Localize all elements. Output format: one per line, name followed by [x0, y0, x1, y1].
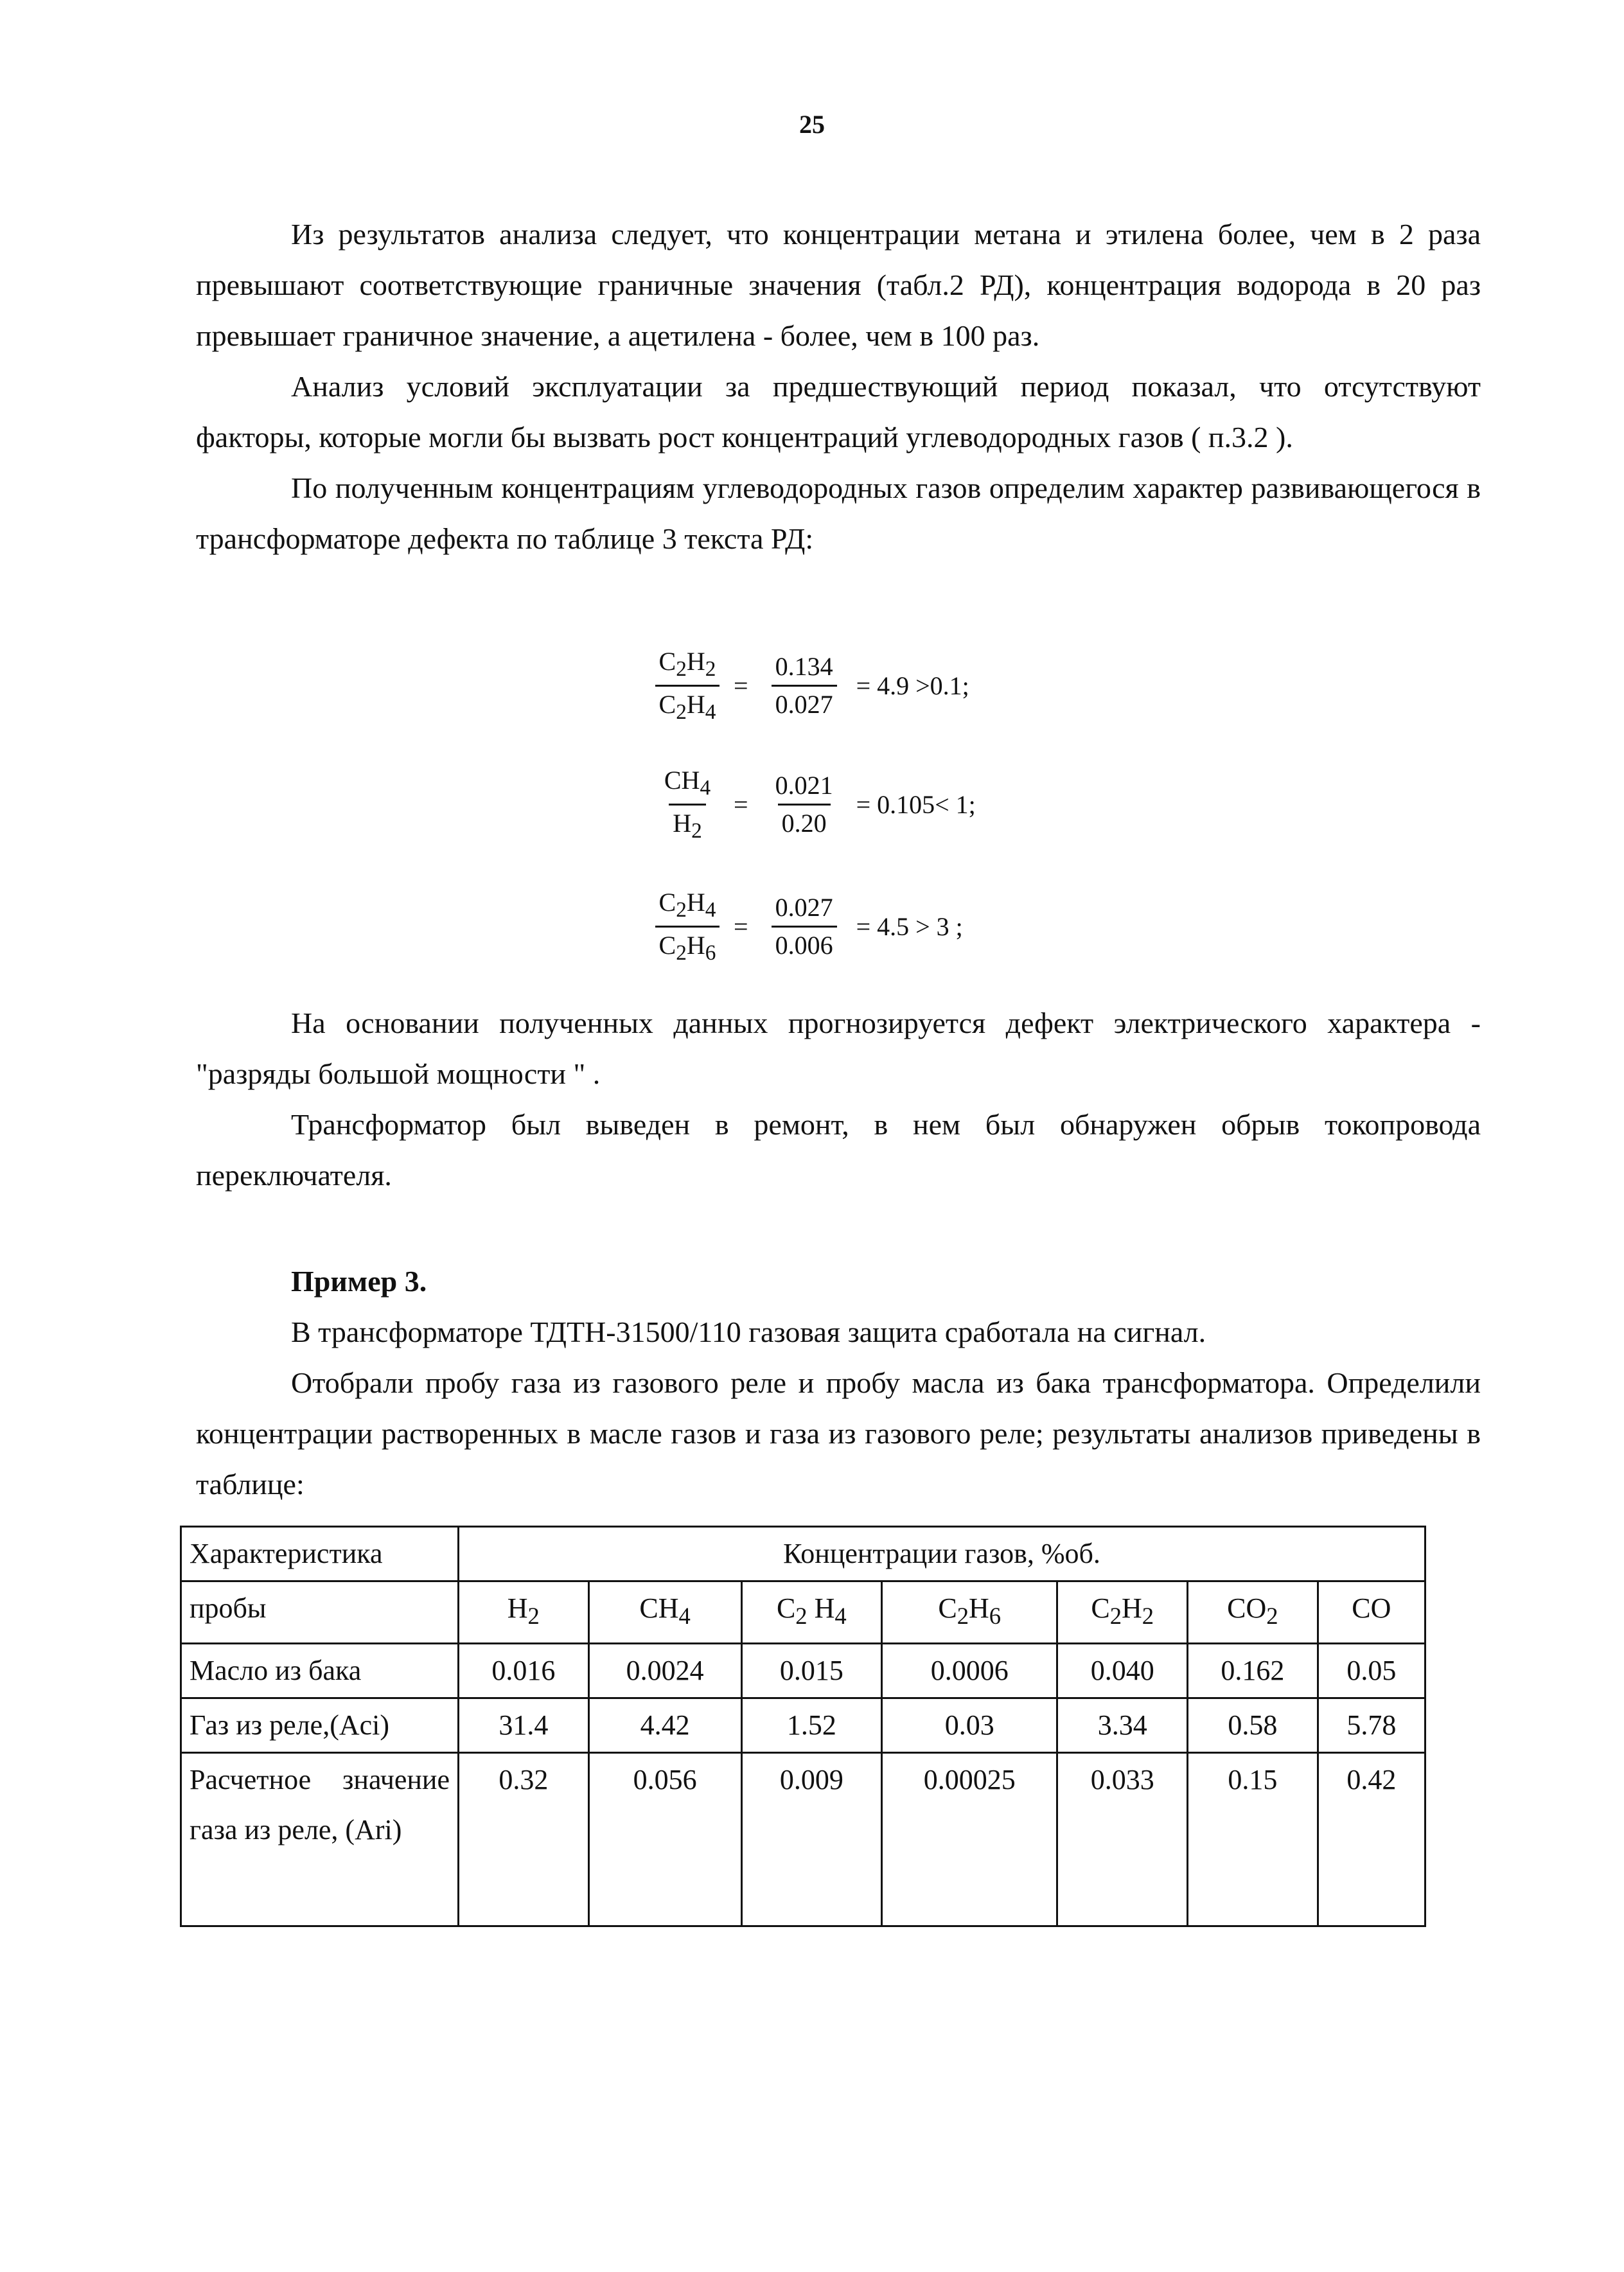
table-cell: 1.52 [741, 1698, 881, 1752]
formula-value-numerator: 0.021 [775, 771, 833, 800]
table-header-label: Характеристика [181, 1527, 459, 1581]
formula-result: = 4.9 >0.1; [856, 671, 969, 700]
table-column-header: $CO_2$ [1188, 1581, 1318, 1644]
formula-lhs-denominator: $C_2H_6$ [655, 926, 720, 964]
gas-concentration-table [180, 1526, 1426, 1927]
table-cell: 0.58 [1188, 1698, 1318, 1752]
table-cell: 0.016 [459, 1643, 589, 1698]
table-cell: 0.040 [1057, 1643, 1188, 1698]
table-row-label: Газ из реле,(Aci) [181, 1698, 459, 1752]
table-cell: 0.05 [1318, 1643, 1425, 1698]
formula-c2h4-c2h6 [649, 890, 963, 964]
table-cell: 5.78 [1318, 1698, 1425, 1752]
formula-value-numerator: 0.027 [775, 893, 833, 922]
example-heading: Пример 3. [291, 1265, 427, 1298]
formula-lhs-numerator: $C_2H_4$ [658, 888, 716, 922]
table-cell: 0.0024 [588, 1643, 741, 1698]
formula-lhs [649, 649, 726, 723]
formula-result: = 0.105< 1; [856, 789, 976, 819]
table-column-header: $CH_4$ [588, 1581, 741, 1644]
formula-value-denominator: 0.006 [772, 926, 837, 958]
table-header-label-cont: пробы [181, 1581, 459, 1644]
table-column-header: $C_2H_6$ [882, 1581, 1057, 1644]
table-cell: 3.34 [1057, 1698, 1188, 1752]
formula-value-numerator: 0.134 [775, 652, 833, 682]
paragraph-defect-determination: По полученным концентрациям углеводородных газов определим характер развивающегося в трансформаторе дефекта по таблице 3 текста РД: [196, 471, 1481, 555]
table-row [181, 1752, 1425, 1926]
table-cell: 0.00025 [882, 1752, 1057, 1926]
formula-result: = 4.5 > 3 ; [856, 911, 963, 941]
formula-ch4-h2 [649, 768, 976, 842]
formula-values [756, 654, 852, 718]
table-cell: 0.03 [882, 1698, 1057, 1752]
formula-value-denominator: 0.027 [772, 685, 837, 718]
table-cell: 0.033 [1057, 1752, 1188, 1926]
formula-value-denominator: 0.20 [778, 804, 831, 836]
table-header-row [181, 1527, 1425, 1581]
table-cell: 0.009 [741, 1752, 881, 1926]
formula-lhs [649, 890, 726, 964]
table-cell: 0.056 [588, 1752, 741, 1926]
table-cell: 31.4 [459, 1698, 589, 1752]
table-column-header: CO [1318, 1581, 1425, 1644]
equals-sign: = [734, 671, 748, 700]
paragraph-analysis-results: Из результатов анализа следует, что концентрации метана и этилена более, чем в 2 раза превышают соответствующие граничные значения (табл.2 РД), концентрация водорода в 20 раз превышает граничное значение, а ацетилена - более, чем в 100 раз. [196, 218, 1481, 352]
formula-lhs-numerator: $CH_4$ [664, 766, 711, 800]
formula-values [756, 895, 852, 958]
table-subheader-row [181, 1581, 1425, 1644]
page-number: 25 [799, 110, 825, 139]
table-row-label: Расчетное значение газа из реле, (Ari) [181, 1752, 459, 1926]
formula-values [756, 773, 852, 836]
formula-c2h2-c2h4 [649, 649, 969, 723]
table-column-header: $C_2H_2$ [1057, 1581, 1188, 1644]
table-cell: 0.015 [741, 1643, 881, 1698]
table-row [181, 1698, 1425, 1752]
paragraph-repair-finding: Трансформатор был выведен в ремонт, в нем был обнаружен обрыв токопровода переключателя. [196, 1108, 1481, 1192]
equals-sign: = [734, 911, 748, 941]
table-cell: 0.0006 [882, 1643, 1057, 1698]
table-column-header: $C_2$ $H_4$ [741, 1581, 881, 1644]
conclusion-text [196, 998, 1481, 1201]
table-cell: 0.162 [1188, 1643, 1318, 1698]
formula-lhs-denominator: $C_2H_4$ [655, 685, 720, 723]
table-column-header: $H_2$ [459, 1581, 589, 1644]
table-row [181, 1643, 1425, 1698]
formula-lhs-numerator: $C_2H_2$ [658, 647, 716, 681]
paragraph-defect-forecast: На основании полученных данных прогнозируется дефект электрического характера - "разряды большой мощности " . [196, 1007, 1481, 1090]
paragraph-gas-protection: В трансформаторе ТДТН-31500/110 газовая защита сработала на сигнал. [291, 1316, 1206, 1348]
paragraph-sampling: Отобрали пробу газа из газового реле и пробу масла из бака трансформатора. Определили концентрации растворенных в масле газов и газа из газового реле; результаты анализов приведены в таблице: [196, 1366, 1481, 1501]
table-header-group: Концентрации газов, %об. [459, 1527, 1425, 1581]
formula-lhs-denominator: $H_2$ [669, 804, 706, 841]
equals-sign: = [734, 789, 748, 819]
table-cell: 0.32 [459, 1752, 589, 1926]
intro-text [196, 209, 1481, 564]
table-cell: 4.42 [588, 1698, 741, 1752]
table-row-label: Масло из бака [181, 1643, 459, 1698]
paragraph-operating-conditions: Анализ условий эксплуатации за предшествующий период показал, что отсутствуют факторы, которые могли бы вызвать рост концентраций углеводородных газов ( п.3.2 ). [196, 370, 1481, 454]
table-cell: 0.42 [1318, 1752, 1425, 1926]
table-cell: 0.15 [1188, 1752, 1318, 1926]
example-3-text [196, 1256, 1481, 1510]
formula-lhs [649, 768, 726, 842]
